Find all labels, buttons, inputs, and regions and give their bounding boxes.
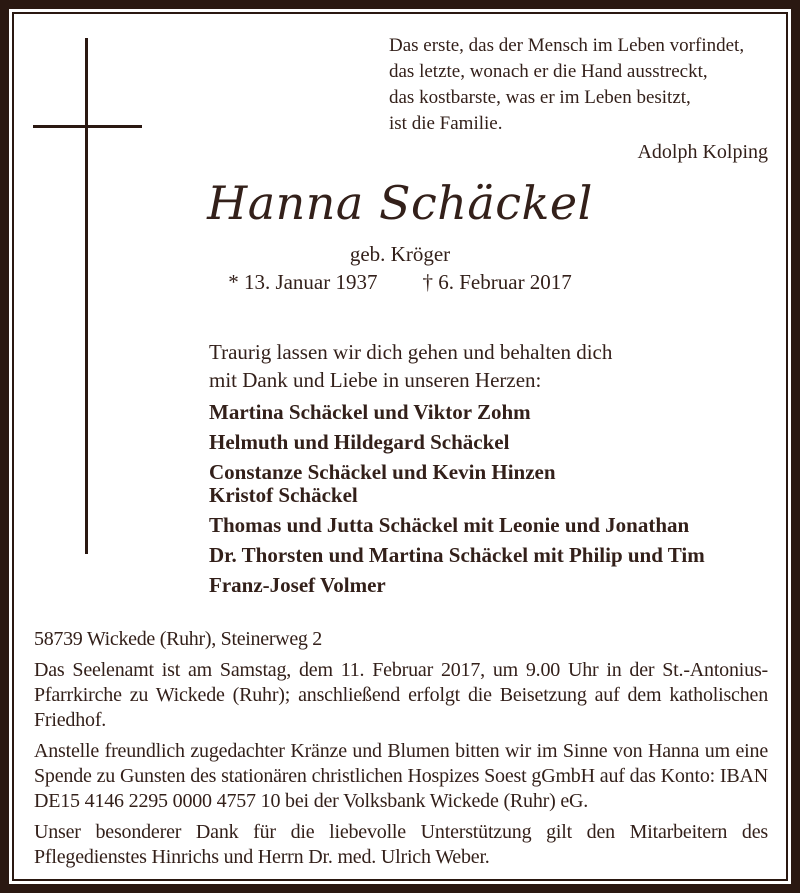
quote-line: das letzte, wonach er die Hand ausstreckt, xyxy=(389,61,708,82)
maiden-name: geb. Kröger xyxy=(349,242,451,266)
deceased-name: Hanna Schäckel xyxy=(207,176,593,230)
mourner-line: Martina Schäckel und Viktor Zohm xyxy=(209,400,531,424)
mourner-line: Franz-Josef Volmer xyxy=(209,573,386,597)
mourner-line: Helmuth und Hildegard Schäckel xyxy=(209,430,510,454)
mourners-list xyxy=(209,397,786,600)
mourning-intro-line: mit Dank und Liebe in unseren Herzen: xyxy=(209,368,542,392)
quote-line: Das erste, das der Mensch im Leben vorfindet, xyxy=(389,35,745,56)
mourner-line: Thomas und Jutta Schäckel mit Leonie und Jonathan xyxy=(209,513,690,537)
birth-date: * 13. Januar 1937 xyxy=(228,270,378,294)
obituary-content xyxy=(14,14,786,878)
service-paragraph: Das Seelenamt ist am Samstag, dem 11. Februar 2017, um 9.00 Uhr in der St.-Antonius-Pfarrkirche zu Wickede (Ruhr); anschließend erfolgt die Beisetzung auf dem katholischen Friedhof. xyxy=(34,659,768,731)
death-date: † 6. Februar 2017 xyxy=(422,270,572,294)
quote-line: ist die Familie. xyxy=(389,113,503,134)
donation-paragraph: Anstelle freundlich zugedachter Kränze und Blumen bitten wir im Sinne von Hanna um eine Spende zu Gunsten des stationären christlichen Hospizes Soest gGmbH auf das Konto: IBAN DE15 4146 2295 0000 4757 10 bei der Volksbank Wickede (Ruhr) eG. xyxy=(34,740,768,812)
thanks-paragraph: Unser besonderer Dank für die liebevolle Unterstützung gilt den Mitarbeitern des Pflegedienstes Hinrichs und Herrn Dr. med. Ulrich Weber. xyxy=(34,821,768,868)
funeral-details xyxy=(34,626,768,870)
mourning-intro-line: Traurig lassen wir dich gehen und behalten dich xyxy=(209,340,613,364)
life-dates xyxy=(14,269,786,295)
mourning-intro xyxy=(209,338,786,394)
quote-line: das kostbarste, was er im Leben besitzt, xyxy=(389,87,691,108)
address-line: 58739 Wickede (Ruhr), Steinerweg 2 xyxy=(34,628,322,650)
mourner-line: Constanze Schäckel und Kevin Hinzen xyxy=(209,460,556,484)
mourner-line: Kristof Schäckel xyxy=(209,483,358,507)
mourner-line: Dr. Thorsten und Martina Schäckel mit Philip und Tim xyxy=(209,543,705,567)
memorial-quote xyxy=(389,33,768,165)
quote-attribution: Adolph Kolping xyxy=(637,141,768,163)
